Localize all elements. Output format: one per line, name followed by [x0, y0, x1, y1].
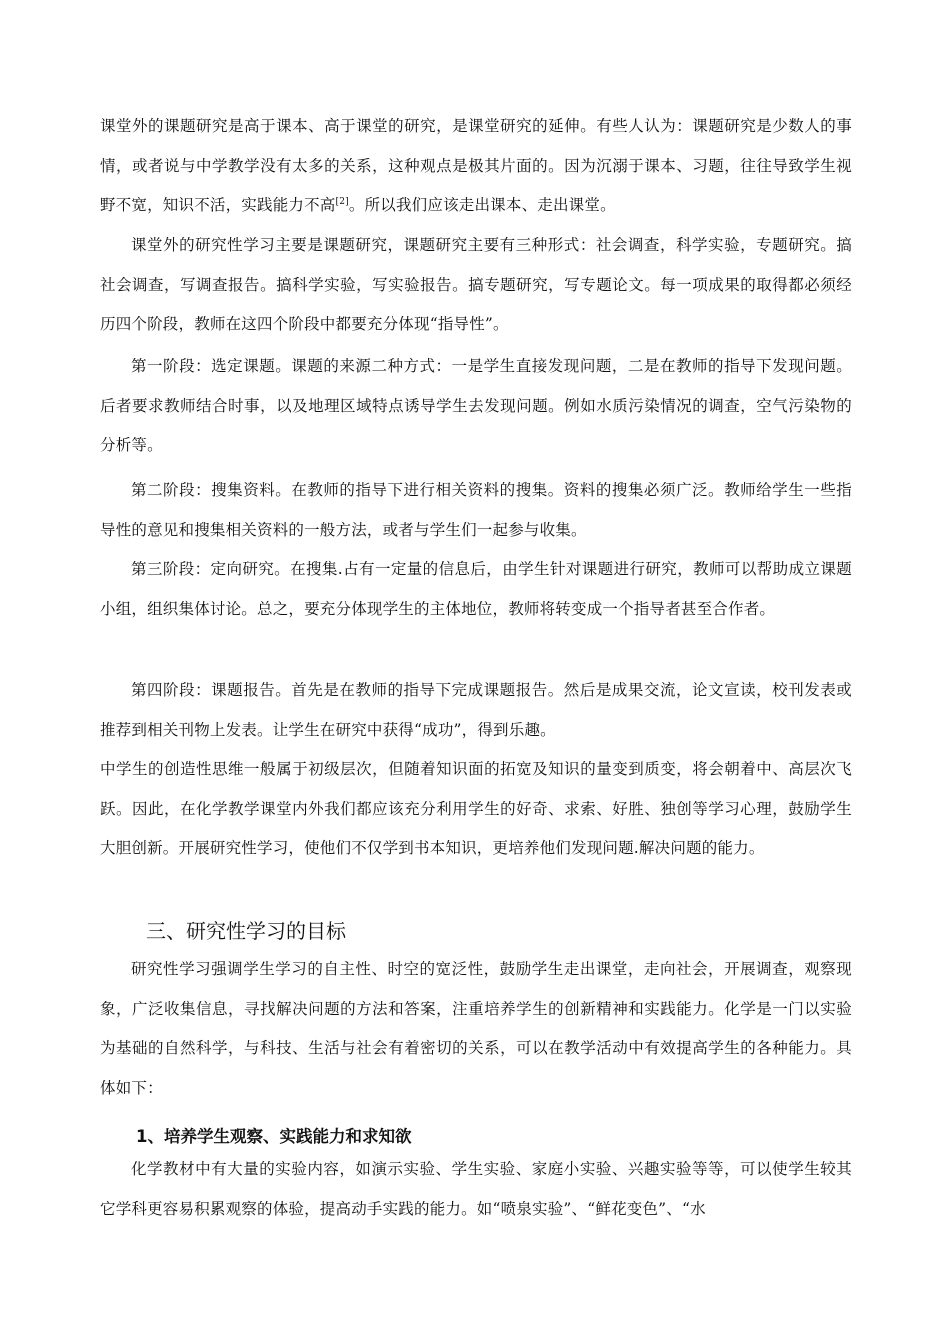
paragraph-course-research-extension [100, 107, 852, 226]
paragraph-stage-one: 第一阶段：选定课题。课题的来源二种方式：一是学生直接发现问题，二是在教师的指导下发现问题。后者要求教师结合时事，以及地理区域特点诱导学生去发现问题。例如水质污染情况的调查，空气污染物的分析等。 [100, 357, 852, 454]
paragraph-stage-two: 第二阶段：搜集资料。在教师的指导下进行相关资料的搜集。资料的搜集必须广泛。教师给学生一些指导性的意见和搜集相关资料的一般方法，或者与学生们一起参与收集。 [100, 481, 852, 539]
paragraph-creative-thinking: 中学生的创造性思维一般属于初级层次，但随着知识面的拓宽及知识的量变到质变，将会朝着中、高层次飞跃。因此，在化学教学课堂内外我们都应该充分利用学生的好奇、求索、好胜、独创等学习心理，鼓励学生大胆创新。开展研究性学习，使他们不仅学到书本知识，更培养他们发现问题.解决问题的能力。 [100, 760, 852, 857]
paragraph-text: 课堂外的课题研究是高于课本、高于课堂的研究，是课堂研究的延伸。有些人认为：课题研究是少数人的事情，或者说与中学教学没有太多的关系，这种观点是极其片面的。因为沉溺于课本、习题，往往导致学生视野不宽，知识不活，实践能力不高 [100, 117, 852, 214]
paragraph-text: 。所以我们应该走出课本、走出课堂。 [348, 196, 616, 214]
paragraph-experiments: 化学教材中有大量的实验内容，如演示实验、学生实验、家庭小实验、兴趣实验等等，可以使学生较其它学科更容易积累观察的体验，提高动手实践的能力。如“喷泉实验”、“鲜花变色”、“水 [100, 1160, 852, 1218]
subsection-heading-observation: 1、培养学生观察、实践能力和求知欲 [136, 1127, 412, 1146]
citation-reference: [2] [335, 196, 349, 207]
section-heading-research-goals: 三、研究性学习的目标 [146, 919, 346, 943]
paragraph-stage-three: 第三阶段：定向研究。在搜集.占有一定量的信息后，由学生针对课题进行研究，教师可以帮助成立课题小组，组织集体讨论。总之，要充分体现学生的主体地位，教师将转变成一个指导者甚至合作者。 [100, 560, 852, 618]
paragraph-research-forms: 课堂外的研究性学习主要是课题研究，课题研究主要有三种形式：社会调查，科学实验，专题研究。搞社会调查，写调查报告。搞科学实验，写实验报告。搞专题研究，写专题论文。每一项成果的取得都必须经历四个阶段，教师在这四个阶段中都要充分体现“指导性”。 [100, 236, 852, 333]
paragraph-stage-four: 第四阶段：课题报告。首先是在教师的指导下完成课题报告。然后是成果交流，论文宣读，校刊发表或推荐到相关刊物上发表。让学生在研究中获得“成功”，得到乐趣。 [100, 681, 852, 739]
paragraph-research-goals: 研究性学习强调学生学习的自主性、时空的宽泛性，鼓励学生走出课堂，走向社会，开展调查，观察现象，广泛收集信息，寻找解决问题的方法和答案，注重培养学生的创新精神和实践能力。化学是一门以实验为基础的自然科学，与科技、生活与社会有着密切的关系，可以在教学活动中有效提高学生的各种能力。具体如下： [100, 960, 852, 1097]
